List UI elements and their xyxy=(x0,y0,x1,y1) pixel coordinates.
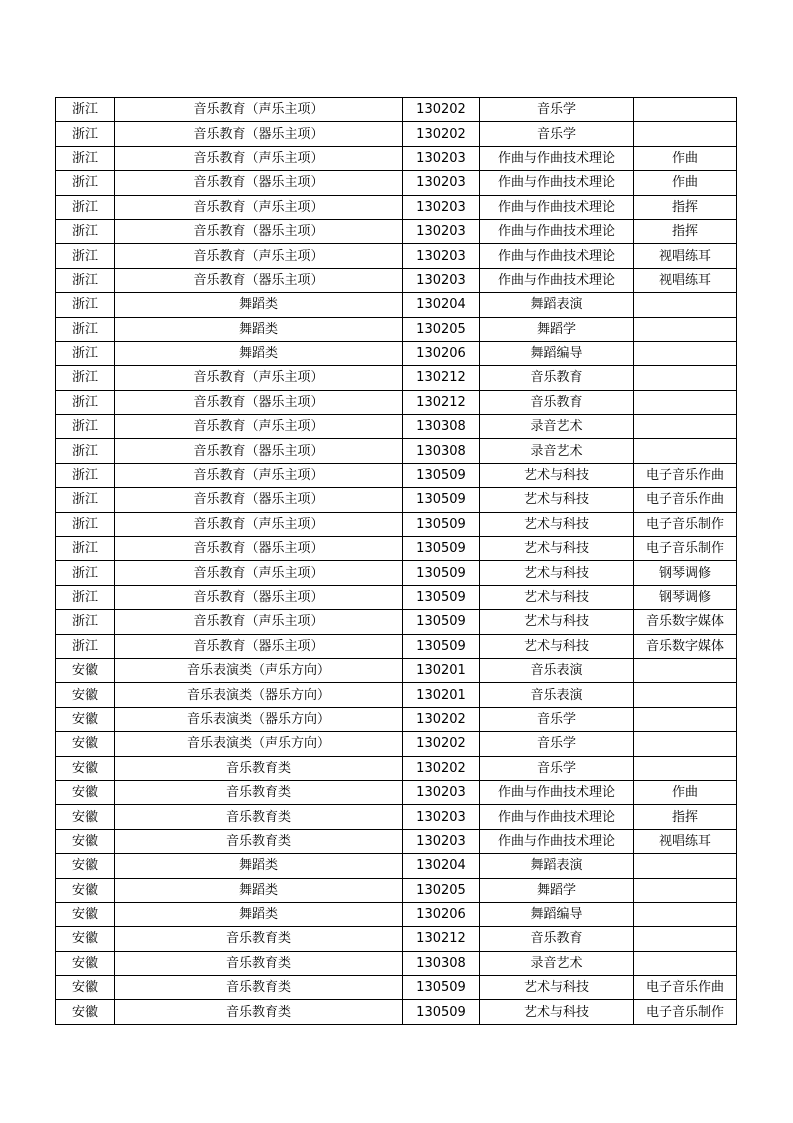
direction-cell xyxy=(634,683,737,707)
major-cell: 录音艺术 xyxy=(480,951,634,975)
direction-cell xyxy=(634,390,737,414)
category-cell: 舞蹈类 xyxy=(115,293,403,317)
province-cell: 安徽 xyxy=(56,683,115,707)
category-cell: 音乐教育类 xyxy=(115,829,403,853)
major-cell: 音乐学 xyxy=(480,98,634,122)
category-cell: 音乐教育（声乐主项） xyxy=(115,146,403,170)
category-cell: 音乐教育类 xyxy=(115,927,403,951)
code-cell: 130206 xyxy=(403,902,480,926)
province-cell: 安徽 xyxy=(56,976,115,1000)
table-row xyxy=(56,171,737,195)
code-cell: 130509 xyxy=(403,634,480,658)
major-cell: 音乐学 xyxy=(480,122,634,146)
direction-cell xyxy=(634,951,737,975)
code-cell: 130509 xyxy=(403,537,480,561)
category-cell: 音乐教育（声乐主项） xyxy=(115,366,403,390)
category-cell: 音乐教育（声乐主项） xyxy=(115,415,403,439)
code-cell: 130509 xyxy=(403,512,480,536)
province-cell: 浙江 xyxy=(56,146,115,170)
major-cell: 录音艺术 xyxy=(480,415,634,439)
major-cell: 音乐表演 xyxy=(480,683,634,707)
province-cell: 浙江 xyxy=(56,634,115,658)
major-cell: 艺术与科技 xyxy=(480,537,634,561)
province-cell: 安徽 xyxy=(56,854,115,878)
province-cell: 浙江 xyxy=(56,219,115,243)
direction-cell: 视唱练耳 xyxy=(634,829,737,853)
table-row xyxy=(56,756,737,780)
table-row xyxy=(56,976,737,1000)
direction-cell: 音乐数字媒体 xyxy=(634,634,737,658)
direction-cell xyxy=(634,756,737,780)
direction-cell xyxy=(634,927,737,951)
province-cell: 安徽 xyxy=(56,780,115,804)
table-row xyxy=(56,463,737,487)
direction-cell xyxy=(634,707,737,731)
major-cell: 作曲与作曲技术理论 xyxy=(480,195,634,219)
category-cell: 音乐教育（器乐主项） xyxy=(115,634,403,658)
table-row xyxy=(56,707,737,731)
table-row xyxy=(56,634,737,658)
direction-cell: 电子音乐作曲 xyxy=(634,976,737,1000)
category-cell: 音乐教育（声乐主项） xyxy=(115,463,403,487)
direction-cell: 电子音乐作曲 xyxy=(634,488,737,512)
table-row xyxy=(56,317,737,341)
direction-cell: 作曲 xyxy=(634,146,737,170)
direction-cell: 电子音乐作曲 xyxy=(634,463,737,487)
category-cell: 音乐教育（器乐主项） xyxy=(115,439,403,463)
code-cell: 130201 xyxy=(403,683,480,707)
major-cell: 作曲与作曲技术理论 xyxy=(480,171,634,195)
direction-cell: 电子音乐制作 xyxy=(634,512,737,536)
major-cell: 舞蹈表演 xyxy=(480,293,634,317)
major-cell: 音乐学 xyxy=(480,732,634,756)
table-row xyxy=(56,512,737,536)
province-cell: 浙江 xyxy=(56,244,115,268)
table-row xyxy=(56,122,737,146)
category-cell: 音乐教育类 xyxy=(115,951,403,975)
major-table-body xyxy=(56,98,737,1025)
major-cell: 作曲与作曲技术理论 xyxy=(480,805,634,829)
table-row xyxy=(56,390,737,414)
major-cell: 作曲与作曲技术理论 xyxy=(480,780,634,804)
major-cell: 舞蹈学 xyxy=(480,317,634,341)
category-cell: 音乐教育（器乐主项） xyxy=(115,585,403,609)
major-cell: 艺术与科技 xyxy=(480,634,634,658)
code-cell: 130308 xyxy=(403,951,480,975)
direction-cell xyxy=(634,293,737,317)
province-cell: 浙江 xyxy=(56,537,115,561)
table-row xyxy=(56,829,737,853)
major-cell: 艺术与科技 xyxy=(480,463,634,487)
table-row xyxy=(56,585,737,609)
table-row xyxy=(56,927,737,951)
province-cell: 浙江 xyxy=(56,122,115,146)
code-cell: 130509 xyxy=(403,488,480,512)
direction-cell: 作曲 xyxy=(634,780,737,804)
category-cell: 音乐教育（器乐主项） xyxy=(115,537,403,561)
province-cell: 安徽 xyxy=(56,951,115,975)
code-cell: 130202 xyxy=(403,732,480,756)
province-cell: 浙江 xyxy=(56,341,115,365)
category-cell: 音乐教育类 xyxy=(115,805,403,829)
code-cell: 130509 xyxy=(403,976,480,1000)
direction-cell: 电子音乐制作 xyxy=(634,537,737,561)
table-row xyxy=(56,98,737,122)
category-cell: 舞蹈类 xyxy=(115,341,403,365)
category-cell: 音乐教育（器乐主项） xyxy=(115,390,403,414)
code-cell: 130203 xyxy=(403,829,480,853)
direction-cell: 音乐数字媒体 xyxy=(634,610,737,634)
category-cell: 音乐教育（器乐主项） xyxy=(115,488,403,512)
province-cell: 浙江 xyxy=(56,488,115,512)
major-cell: 作曲与作曲技术理论 xyxy=(480,268,634,292)
code-cell: 130202 xyxy=(403,756,480,780)
code-cell: 130202 xyxy=(403,122,480,146)
direction-cell xyxy=(634,732,737,756)
category-cell: 音乐教育类 xyxy=(115,780,403,804)
province-cell: 浙江 xyxy=(56,171,115,195)
code-cell: 130212 xyxy=(403,366,480,390)
category-cell: 音乐表演类（声乐方向） xyxy=(115,658,403,682)
direction-cell xyxy=(634,317,737,341)
province-cell: 浙江 xyxy=(56,293,115,317)
code-cell: 130205 xyxy=(403,317,480,341)
direction-cell xyxy=(634,98,737,122)
major-cell: 艺术与科技 xyxy=(480,976,634,1000)
code-cell: 130212 xyxy=(403,390,480,414)
table-row xyxy=(56,293,737,317)
category-cell: 音乐教育类 xyxy=(115,756,403,780)
code-cell: 130202 xyxy=(403,707,480,731)
code-cell: 130203 xyxy=(403,780,480,804)
direction-cell xyxy=(634,878,737,902)
code-cell: 130203 xyxy=(403,244,480,268)
major-cell: 音乐学 xyxy=(480,756,634,780)
province-cell: 安徽 xyxy=(56,756,115,780)
major-cell: 音乐学 xyxy=(480,707,634,731)
table-row xyxy=(56,146,737,170)
province-cell: 浙江 xyxy=(56,98,115,122)
category-cell: 音乐表演类（器乐方向） xyxy=(115,707,403,731)
province-cell: 浙江 xyxy=(56,561,115,585)
province-cell: 浙江 xyxy=(56,415,115,439)
province-cell: 安徽 xyxy=(56,927,115,951)
category-cell: 音乐教育（声乐主项） xyxy=(115,244,403,268)
province-cell: 安徽 xyxy=(56,878,115,902)
direction-cell: 指挥 xyxy=(634,805,737,829)
code-cell: 130206 xyxy=(403,341,480,365)
major-cell: 舞蹈编导 xyxy=(480,902,634,926)
table-row xyxy=(56,341,737,365)
province-cell: 浙江 xyxy=(56,463,115,487)
major-cell: 艺术与科技 xyxy=(480,1000,634,1024)
table-row xyxy=(56,415,737,439)
major-cell: 音乐教育 xyxy=(480,927,634,951)
category-cell: 音乐教育（器乐主项） xyxy=(115,171,403,195)
major-table xyxy=(55,97,737,1025)
code-cell: 130203 xyxy=(403,805,480,829)
document-page xyxy=(55,97,737,1025)
major-cell: 作曲与作曲技术理论 xyxy=(480,219,634,243)
table-row xyxy=(56,561,737,585)
table-row xyxy=(56,1000,737,1024)
major-cell: 作曲与作曲技术理论 xyxy=(480,244,634,268)
table-row xyxy=(56,732,737,756)
category-cell: 音乐教育（声乐主项） xyxy=(115,98,403,122)
code-cell: 130308 xyxy=(403,415,480,439)
code-cell: 130201 xyxy=(403,658,480,682)
code-cell: 130205 xyxy=(403,878,480,902)
province-cell: 浙江 xyxy=(56,390,115,414)
province-cell: 浙江 xyxy=(56,610,115,634)
table-row xyxy=(56,439,737,463)
major-cell: 舞蹈编导 xyxy=(480,341,634,365)
direction-cell: 指挥 xyxy=(634,219,737,243)
category-cell: 舞蹈类 xyxy=(115,317,403,341)
category-cell: 音乐教育（声乐主项） xyxy=(115,512,403,536)
major-cell: 音乐教育 xyxy=(480,366,634,390)
code-cell: 130203 xyxy=(403,171,480,195)
code-cell: 130204 xyxy=(403,293,480,317)
major-cell: 作曲与作曲技术理论 xyxy=(480,146,634,170)
category-cell: 音乐教育（声乐主项） xyxy=(115,195,403,219)
table-row xyxy=(56,658,737,682)
direction-cell xyxy=(634,902,737,926)
province-cell: 浙江 xyxy=(56,585,115,609)
category-cell: 音乐教育（声乐主项） xyxy=(115,610,403,634)
table-row xyxy=(56,683,737,707)
direction-cell xyxy=(634,366,737,390)
direction-cell xyxy=(634,122,737,146)
major-cell: 艺术与科技 xyxy=(480,585,634,609)
table-row xyxy=(56,610,737,634)
major-cell: 艺术与科技 xyxy=(480,610,634,634)
category-cell: 音乐教育（器乐主项） xyxy=(115,219,403,243)
category-cell: 音乐教育（器乐主项） xyxy=(115,268,403,292)
category-cell: 音乐教育类 xyxy=(115,1000,403,1024)
category-cell: 舞蹈类 xyxy=(115,878,403,902)
category-cell: 音乐教育类 xyxy=(115,976,403,1000)
table-row xyxy=(56,366,737,390)
direction-cell xyxy=(634,439,737,463)
category-cell: 舞蹈类 xyxy=(115,902,403,926)
direction-cell: 指挥 xyxy=(634,195,737,219)
province-cell: 安徽 xyxy=(56,707,115,731)
code-cell: 130509 xyxy=(403,610,480,634)
code-cell: 130509 xyxy=(403,561,480,585)
province-cell: 浙江 xyxy=(56,195,115,219)
code-cell: 130509 xyxy=(403,585,480,609)
code-cell: 130202 xyxy=(403,98,480,122)
major-cell: 舞蹈学 xyxy=(480,878,634,902)
major-cell: 录音艺术 xyxy=(480,439,634,463)
code-cell: 130203 xyxy=(403,195,480,219)
table-row xyxy=(56,902,737,926)
code-cell: 130212 xyxy=(403,927,480,951)
category-cell: 音乐表演类（器乐方向） xyxy=(115,683,403,707)
direction-cell: 作曲 xyxy=(634,171,737,195)
category-cell: 音乐教育（器乐主项） xyxy=(115,122,403,146)
category-cell: 音乐表演类（声乐方向） xyxy=(115,732,403,756)
direction-cell xyxy=(634,658,737,682)
major-cell: 音乐教育 xyxy=(480,390,634,414)
code-cell: 130509 xyxy=(403,463,480,487)
major-cell: 音乐表演 xyxy=(480,658,634,682)
category-cell: 舞蹈类 xyxy=(115,854,403,878)
code-cell: 130204 xyxy=(403,854,480,878)
province-cell: 安徽 xyxy=(56,829,115,853)
direction-cell: 电子音乐制作 xyxy=(634,1000,737,1024)
code-cell: 130203 xyxy=(403,219,480,243)
province-cell: 浙江 xyxy=(56,268,115,292)
table-row xyxy=(56,854,737,878)
province-cell: 浙江 xyxy=(56,439,115,463)
table-row xyxy=(56,244,737,268)
province-cell: 安徽 xyxy=(56,732,115,756)
category-cell: 音乐教育（声乐主项） xyxy=(115,561,403,585)
major-cell: 艺术与科技 xyxy=(480,561,634,585)
province-cell: 浙江 xyxy=(56,366,115,390)
table-row xyxy=(56,488,737,512)
province-cell: 浙江 xyxy=(56,512,115,536)
table-row xyxy=(56,951,737,975)
direction-cell xyxy=(634,341,737,365)
province-cell: 浙江 xyxy=(56,317,115,341)
direction-cell xyxy=(634,854,737,878)
major-cell: 艺术与科技 xyxy=(480,512,634,536)
direction-cell: 视唱练耳 xyxy=(634,268,737,292)
province-cell: 安徽 xyxy=(56,902,115,926)
code-cell: 130203 xyxy=(403,146,480,170)
code-cell: 130308 xyxy=(403,439,480,463)
major-cell: 作曲与作曲技术理论 xyxy=(480,829,634,853)
direction-cell: 钢琴调修 xyxy=(634,585,737,609)
direction-cell xyxy=(634,415,737,439)
code-cell: 130203 xyxy=(403,268,480,292)
direction-cell: 钢琴调修 xyxy=(634,561,737,585)
province-cell: 安徽 xyxy=(56,658,115,682)
table-row xyxy=(56,805,737,829)
province-cell: 安徽 xyxy=(56,805,115,829)
table-row xyxy=(56,878,737,902)
major-cell: 舞蹈表演 xyxy=(480,854,634,878)
direction-cell: 视唱练耳 xyxy=(634,244,737,268)
table-row xyxy=(56,195,737,219)
province-cell: 安徽 xyxy=(56,1000,115,1024)
table-row xyxy=(56,219,737,243)
table-row xyxy=(56,537,737,561)
major-cell: 艺术与科技 xyxy=(480,488,634,512)
table-row xyxy=(56,780,737,804)
code-cell: 130509 xyxy=(403,1000,480,1024)
table-row xyxy=(56,268,737,292)
